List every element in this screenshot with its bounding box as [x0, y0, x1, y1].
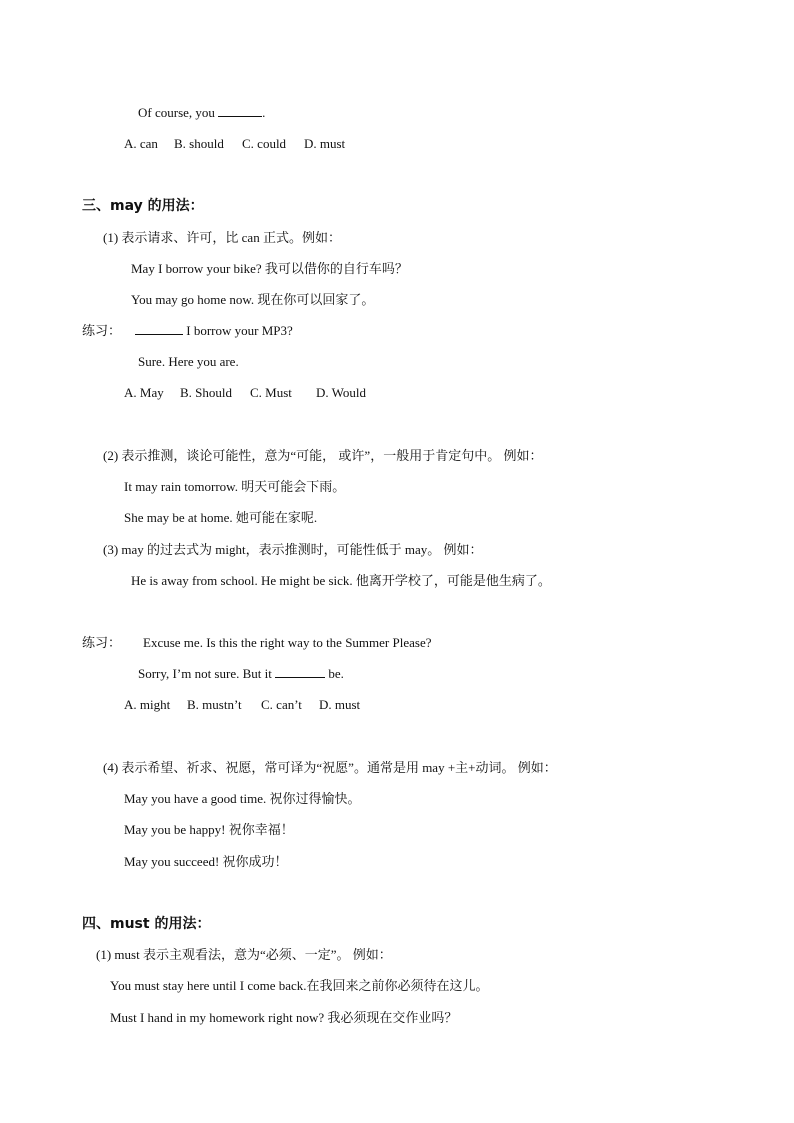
- example-sentence: Must I hand in my homework right now? 我必须现在交作业吗？: [110, 1010, 458, 1025]
- answer-text: Sure. Here you are.: [138, 354, 239, 369]
- usage-label: (2) 表示推测，谈论可能性，意为“可能， 或许”，一般用于肯定句中。 例如：: [103, 448, 543, 463]
- answer-line: Sorry, I’m not sure. But it be.: [138, 666, 344, 681]
- option: B. Should: [180, 385, 233, 400]
- option: C. Must: [250, 385, 292, 400]
- example-sentence: It may rain tomorrow. 明天可能会下雨。: [124, 479, 346, 494]
- example-sentence: He is away from school. He might be sick. 他离开学校了，可能是他生病了。: [131, 573, 551, 588]
- practice-question: [82, 323, 293, 339]
- answer-blank: [275, 666, 325, 678]
- practice-label: 练习：: [82, 323, 122, 338]
- option: B. mustn’t: [187, 697, 242, 712]
- options-row: [124, 385, 366, 401]
- practice-label: 练习：: [82, 635, 122, 650]
- usage-label: (3) may 的过去式为 might，表示推测时，可能性低于 may。 例如：: [103, 542, 483, 557]
- example-sentence: You must stay here until I come back.在我回来之前你必须待在这儿。: [110, 978, 489, 993]
- section-heading-must: 四、must 的用法：: [82, 916, 211, 932]
- option: A. can: [124, 136, 158, 151]
- question-text: I borrow your MP3?: [183, 323, 293, 338]
- example-sentence: She may be at home. 她可能在家呢.: [124, 510, 318, 525]
- options-row: [124, 136, 345, 152]
- section-heading-may: 三、may 的用法：: [82, 198, 204, 214]
- example-sentence: You may go home now. 现在你可以回家了。: [131, 292, 375, 307]
- example-sentence: May you have a good time. 祝你过得愉快。: [124, 791, 361, 806]
- usage-label: (1) must 表示主观看法，意为“必须、一定”。 例如：: [96, 947, 392, 962]
- practice-question: [82, 635, 431, 651]
- question-text: Excuse me. Is this the right way to the Summer Please?: [143, 635, 432, 650]
- option: A. May: [124, 385, 164, 400]
- option: A. might: [124, 697, 171, 712]
- option: B. should: [174, 136, 224, 151]
- answer-text: Of course, you: [138, 105, 219, 120]
- usage-label: (1) 表示请求、许可，比 can 正式。例如：: [103, 230, 341, 245]
- example-sentence: May I borrow your bike? 我可以借你的自行车吗？: [131, 261, 408, 276]
- example-sentence: May you be happy! 祝你幸福！: [124, 822, 294, 837]
- option: D. must: [319, 697, 361, 712]
- answer-text: Sorry, I’m not sure. But it: [138, 666, 276, 681]
- option: D. Would: [316, 385, 366, 400]
- question-answer-line: Of course, you .: [138, 105, 266, 120]
- option: C. can’t: [261, 697, 302, 712]
- example-sentence: May you succeed! 祝你成功！: [124, 854, 288, 869]
- answer-blank: [218, 105, 262, 117]
- options-row: [124, 697, 360, 713]
- answer-blank: [135, 323, 183, 335]
- usage-label: (4) 表示希望、祈求、祝愿，常可译为“祝愿”。通常是用 may +主+动词。 例如：: [103, 760, 557, 775]
- option: D. must: [304, 136, 346, 151]
- option: C. could: [242, 136, 287, 151]
